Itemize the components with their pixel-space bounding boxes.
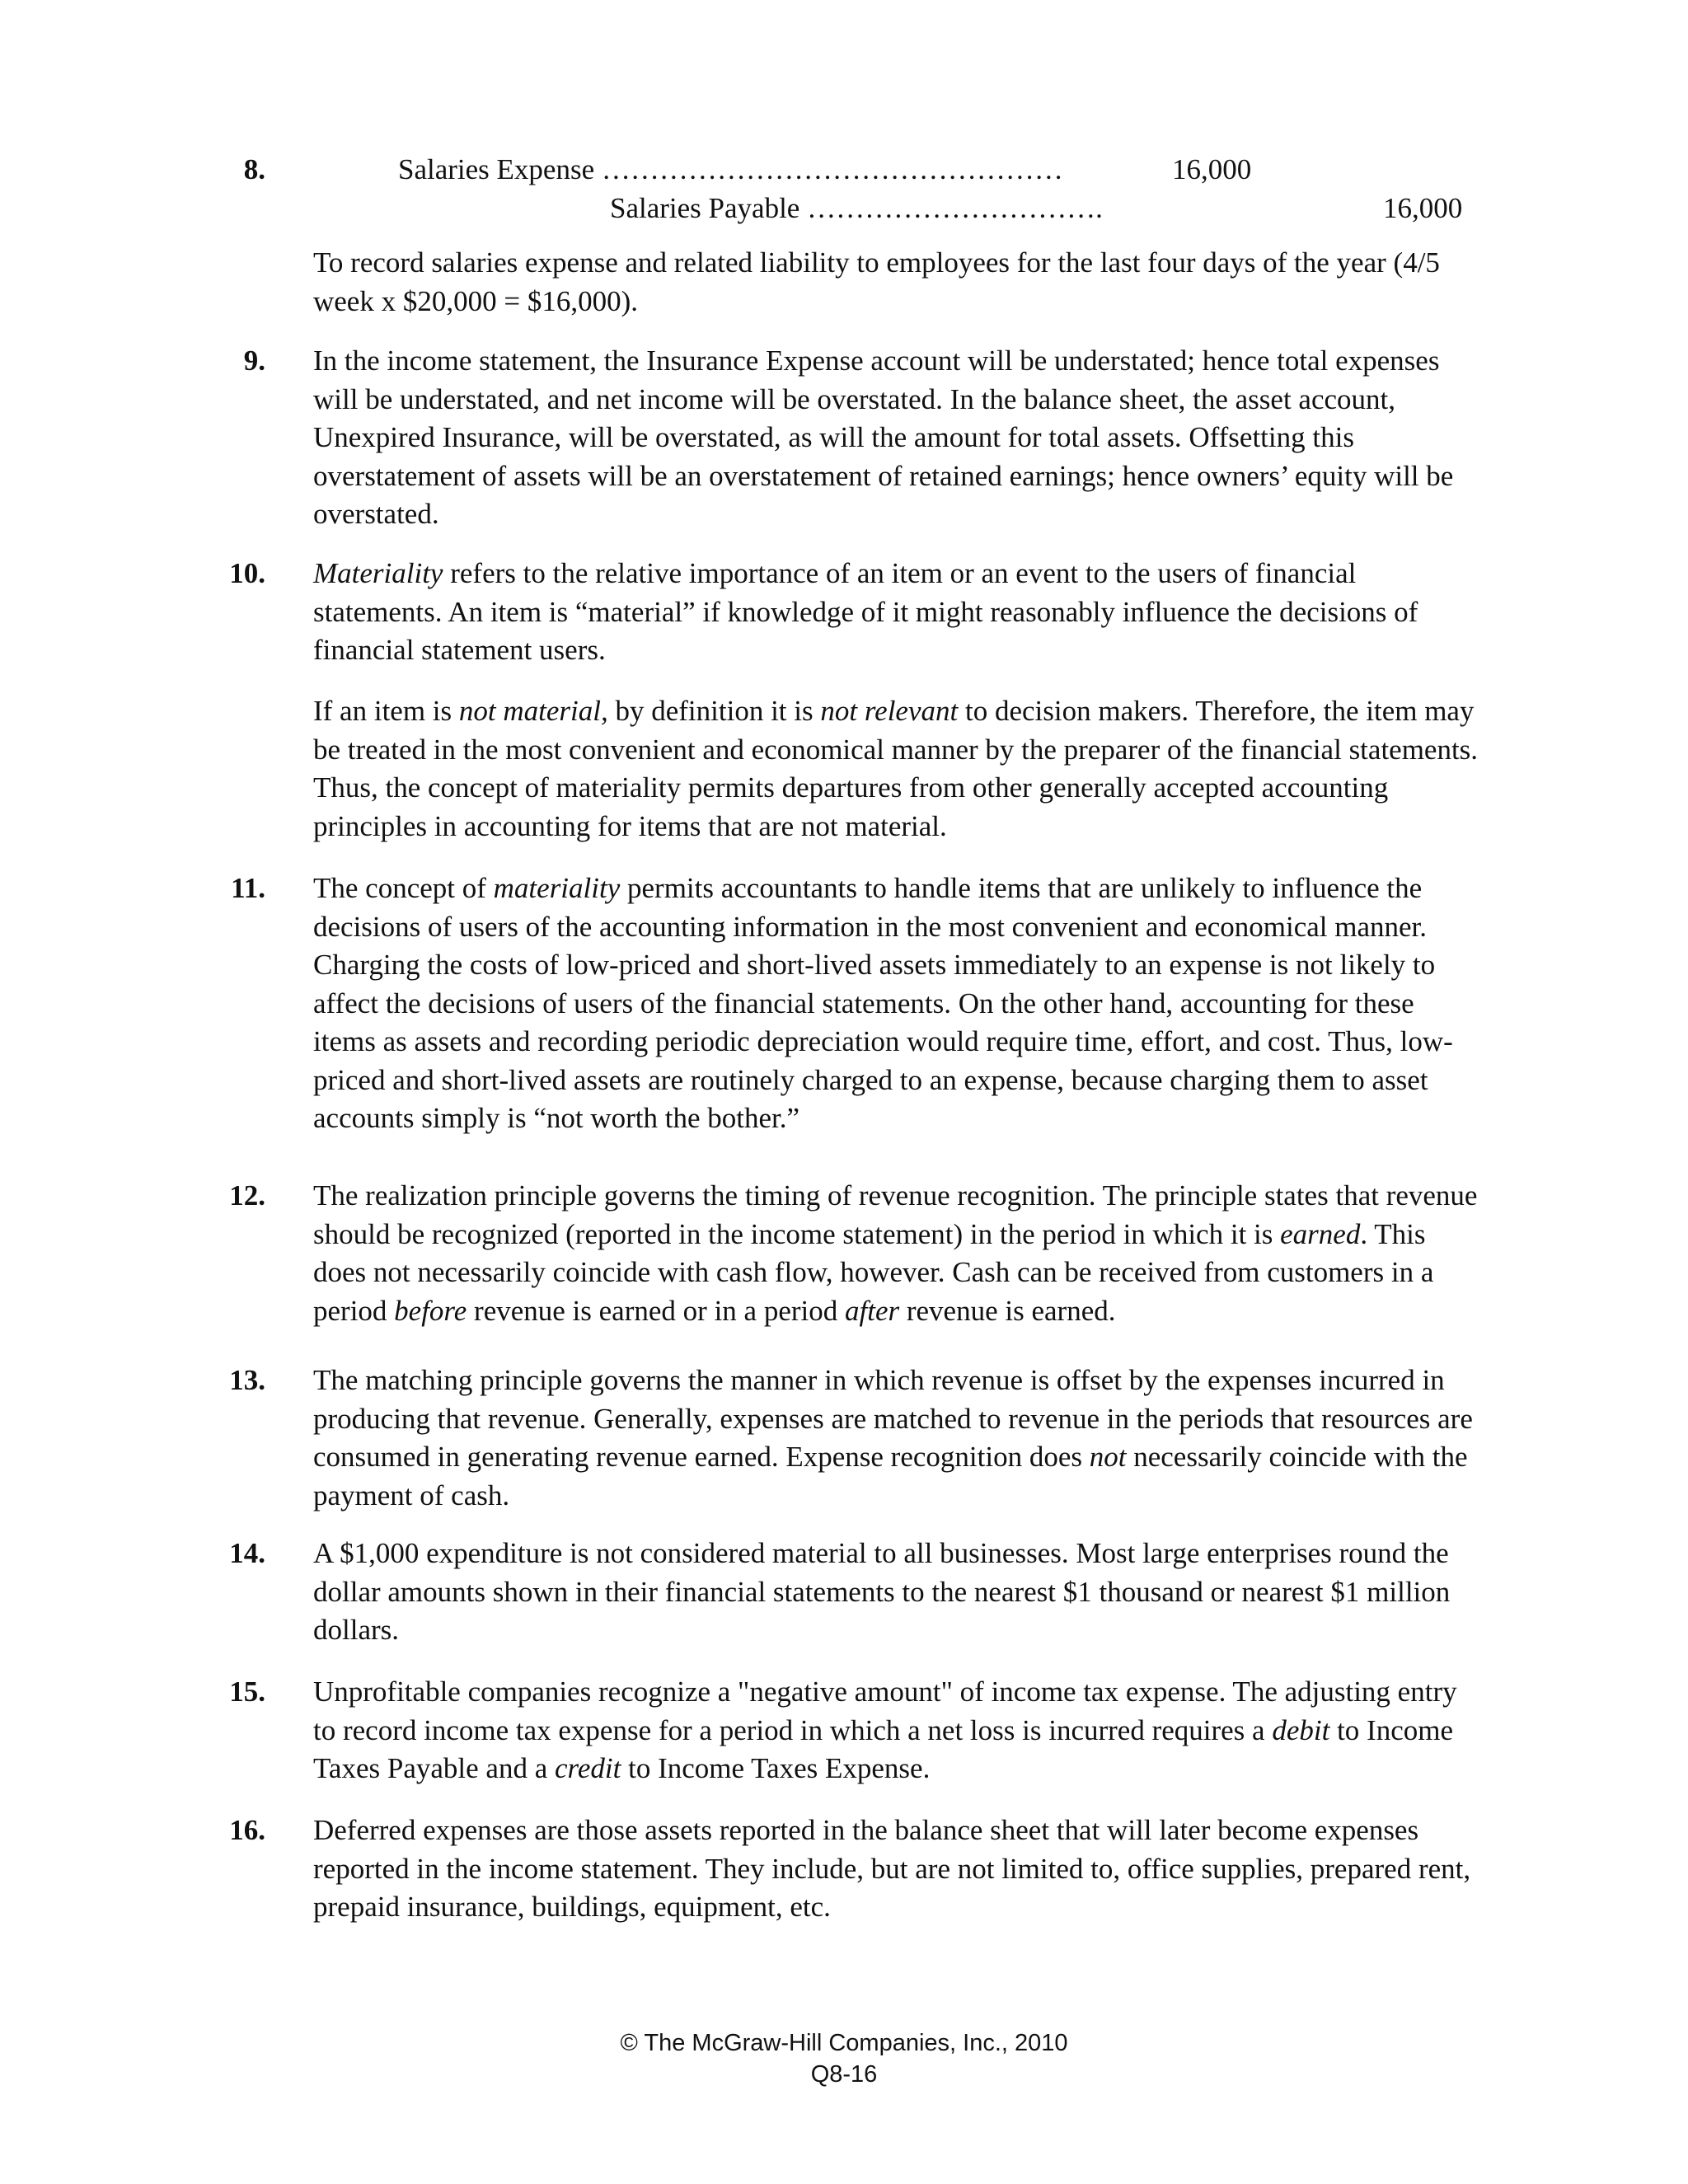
q11-text-a: The concept of [313, 872, 494, 904]
q10-p2-text-a: If an item is [313, 695, 459, 727]
q15-text-e: to Income Taxes Expense. [621, 1752, 931, 1784]
q13-answer [313, 1361, 1484, 1515]
q12-text-e: revenue is earned or in a period [467, 1294, 845, 1327]
question-number-8: 8. [243, 153, 265, 185]
journal-debit-line [398, 151, 1063, 189]
q14-answer: A $1,000 expenditure is not considered material to all businesses. Most large enterprises round the dollar amounts shown in their financial statements to the nearest $1 thousand or nearest $1 million dollars. [313, 1537, 1451, 1646]
q10-p2-text-e: to decision makers. Therefore, the item may be treated in the most convenient and economical manner by the preparer of the financial statements. Thus, the concept of materiality permits departures from other generally accepted accounting principles in accounting for items that are not material. [313, 695, 1479, 842]
q10-p2-text-c: by definition it is [607, 695, 821, 727]
q16-answer: Deferred expenses are those assets reported in the balance sheet that will later become expenses reported in the income statement. They include, but are not limited to, office supplies, prepared rent, prepaid insurance, buildings, equipment, etc. [313, 1814, 1471, 1923]
question-number-15: 15. [229, 1675, 265, 1708]
question-number-13: 13. [229, 1364, 265, 1396]
debit-amount: 16,000 [1172, 153, 1252, 185]
journal-credit-line [610, 190, 1103, 227]
q9-answer: In the income statement, the Insurance Expense account will be understated; hence total expenses will be understated, and net income will be overstated. In the balance sheet, the asset account, Unexpired Insurance, will be overstated, as will the amount for total assets. Offsetting this overstatement of assets will be an overstatement of retained earnings; hence owners’ equity will be overstated. [313, 344, 1454, 530]
footer-page-number: Q8-16 [810, 2061, 878, 2088]
credit-account: Salaries Payable [610, 192, 800, 224]
q12-text-a: The realization principle governs the timing of revenue recognition. The principle states that revenue should be recognized (reported in the income statement) in the period in which it is [313, 1179, 1478, 1250]
q12-answer [313, 1177, 1484, 1330]
q12-italic-f: after [845, 1294, 900, 1327]
q11-italic-b: materiality [493, 872, 621, 904]
question-number-16: 16. [229, 1814, 265, 1846]
question-number-9: 9. [243, 344, 265, 377]
q11-answer [313, 869, 1484, 1138]
q12-italic-b: earned [1280, 1217, 1361, 1250]
credit-leader: …………………………. [807, 192, 1103, 224]
credit-amount: 16,000 [1383, 192, 1463, 224]
footer-copyright: © The McGraw-Hill Companies, Inc., 2010 [620, 2030, 1068, 2056]
q10-p1-text: refers to the relative importance of an item or an event to the users of financial statements. An item is “material” if knowledge of it might reasonably influence the decisions of financial statement users. [313, 557, 1418, 666]
q12-text-g: revenue is earned. [899, 1294, 1116, 1327]
q8-explanation: To record salaries expense and related liability to employees for the last four days of the year (4/5 week x $20,000 = $16,000). [313, 246, 1440, 317]
q15-italic-b: debit [1272, 1713, 1330, 1746]
debit-account: Salaries Expense [398, 153, 595, 185]
q12-italic-d: before [394, 1294, 467, 1327]
q15-italic-d: credit [555, 1752, 621, 1784]
q13-italic-b: not [1089, 1441, 1127, 1473]
question-number-12: 12. [229, 1179, 265, 1212]
debit-leader: ………………………………………… [601, 153, 1063, 185]
q13-text-a: The matching principle governs the manner in which revenue is offset by the expenses incurred in producing that revenue. Generally, expenses are matched to revenue in the periods that resources are consumed in generating revenue earned. Expense recognition does [313, 1364, 1473, 1473]
q13-text-c: necessarily coincide with the payment of cash. [313, 1441, 1468, 1511]
q11-text-c: permits accountants to handle items that are unlikely to influence the decisions of users of the accounting information in the most convenient and economical manner. Charging the costs of low-priced and short-lived assets immediately to an expense is not likely to affect the decisions of users of the financial statements. On the other hand, accounting for these items as assets and recording periodic depreciation would require time, effort, and cost. Thus, low-priced and short-lived assets are routinely charged to an expense, because charging them to asset accounts simply is “not worth the bother.” [313, 872, 1453, 1134]
q12-text-c: . This does not necessarily coincide with cash flow, however. Cash can be received from customers in a period [313, 1217, 1434, 1327]
question-number-14: 14. [229, 1537, 265, 1569]
q10-paragraph-1 [313, 555, 1484, 670]
q10-paragraph-2 [313, 692, 1484, 846]
question-number-11: 11. [231, 872, 265, 904]
question-number-10: 10. [229, 557, 265, 589]
q10-p2-italic-b: not material, [458, 695, 608, 727]
q15-text-c: to Income Taxes Payable and a [313, 1713, 1454, 1784]
q15-text-a: Unprofitable companies recognize a "negative amount" of income tax expense. The adjusting entry to record income tax expense for a period in which a net loss is incurred requires a [313, 1675, 1457, 1746]
term-materiality: Materiality [313, 557, 443, 589]
q15-answer [313, 1673, 1484, 1788]
q10-p2-italic-d: not relevant [820, 695, 959, 727]
